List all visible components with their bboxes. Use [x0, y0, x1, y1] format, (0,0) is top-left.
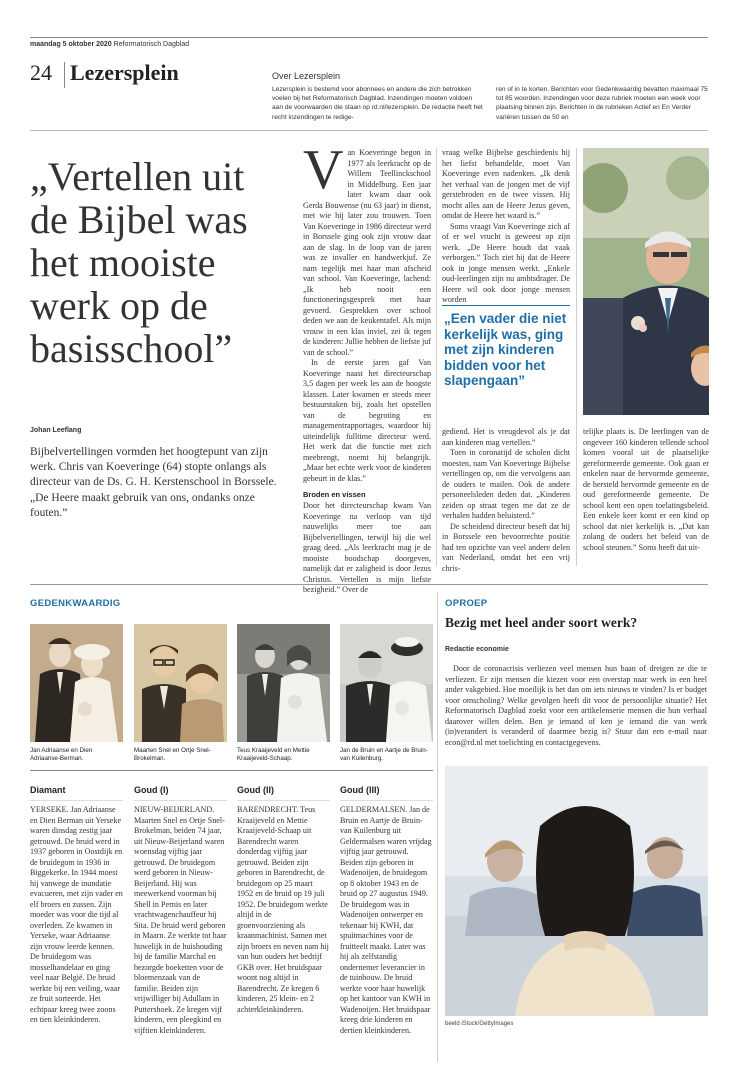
- oproep-byline: Redactie economie: [445, 646, 509, 653]
- oproep-divider: [437, 592, 438, 1062]
- award-rule-2: [134, 800, 227, 801]
- award-rule-3: [237, 800, 330, 801]
- couple-text-3: BARENDRECHT. Teus Kraaijeveld en Mettie Kraaijeveld-Schaap uit Barendrecht waren donderdag vijftig jaar getrouwd. Beiden zijn geboren in Barendrecht, de bruidegom op 25 maart 1952 en de bruid op 19 juli 1952. De bruidegom werkte altijd in de groenvoorziening als kraanmachinist. Samen met zijn broers en neven nam hij van hun ouders het bedrijf GKB over. Het bruidspaar woont nog altijd in Barendrecht. Ze kregen 6 kinderen, 25 klein- en 2 achterkleinkinderen.: [237, 805, 329, 1014]
- header-paper: Reformatorisch Dagblad: [113, 41, 190, 48]
- col3-para1: telijke plaats is. De leerlingen van de ongeveer 160 kinderen tellende school komen vooral uit de plaatselijke gereformeerde gemeente. Ook gaan er enkelen naar de hervormde gemeente, de hersteld hervormde gemeente en de oud gereformeerde gemeente. De school kent een open toelatingsbeleid. Een enkele keer komt er een kind op school dat niet kerkelijk is. „Dat kan zolang de ouders het beleid van de school steunen.” Soms heeft dat uit-: [583, 427, 709, 552]
- couple-photo-1: [30, 624, 123, 742]
- col-divider-2: [576, 148, 577, 566]
- article-column-1: [303, 139, 431, 596]
- article-author: Johan Leeflang: [30, 427, 82, 434]
- oproep-text: Door de coronacrisis verliezen veel mensen hun baan of dreigen ze die te verliezen. Er zijn mensen die kiezen voor een overstap naar werk in een heel ander vakgebied. Hoe moeilijk is het dan om iets nieuws te vinden? Is er budget voor omscholing? Welke gevolgen heeft dit voor de persoonlijke situatie? Het Reformatorisch Dagblad zoekt voor een artikelenserie mensen die hun verhaal daarover willen delen. Ben je iemand of ken je iemand die van werk (in)verandert is veranderd of daarmee bezig is? Stuur dan een e-mail naar econ@rd.nl met toelichting en contactgegevens.: [445, 664, 707, 747]
- col1-subhead: Broden en vissen: [303, 490, 366, 499]
- couple-photo-3: [237, 624, 330, 742]
- award-rule-1: [30, 800, 123, 801]
- gedenkwaardig-label: GEDENKWAARDIG: [30, 598, 121, 609]
- dateline: [30, 41, 189, 48]
- article-headline: „Vertellen uit de Bijbel was het mooiste werk op de basisschool”: [30, 154, 248, 371]
- article-column-2b: [442, 427, 570, 574]
- section-title: Lezersplein: [70, 60, 179, 85]
- award-1: Diamant: [30, 785, 66, 795]
- caption-rule: [30, 770, 433, 771]
- couple-text-1: YERSEKE. Jan Adriaanse en Dien Berman uit Yerseke waren dinsdag zestig jaar getrouwd. De bruid werd in 1937 geboren in Oostdijk en de bruidegom in 1936 in Biggekerke. In 1944 moest hij vanwege de inundatie evacueren, met zijn vader en elf broers en zussen. Zijn moeder was voor die tijd al overleden. Ze kwamen in Yerseke, waar Adriaanse zijn vrouw leerde kennen. De bruidegom was mosselhandelaar en ging veel naar België. De bruid werkte bij een veiling, waar ze fruit sorteerde. Het echtpaar kreeg twee zoons en tien kleinkinderen.: [30, 805, 123, 1024]
- section-divider: [30, 584, 708, 585]
- col2-para2: Soms vraagt Van Koeveringe zich af of er wel vrucht is geweest op zijn werk. „De Heere houdt dat vaak verborgen.” Toch ziet hij dat de Heere ook in jonge mensen werkt. „Enkele oud-leerlingen zijn nu ambtsdrager. De Heere wil ook door jonge mensen worden: [442, 221, 570, 304]
- couple-photo-4: [340, 624, 433, 742]
- col2-para5: De scheidend directeur beseft dat hij in Borssele een bevoorrechte positie had ten opzichte van veel andere delen van Nederland, omdat het een vrij chris-: [442, 521, 570, 573]
- award-rule-4: [340, 800, 433, 801]
- about-title: Over Lezersplein: [272, 71, 341, 81]
- award-2: Goud (I): [134, 785, 169, 795]
- award-3: Goud (II): [237, 785, 274, 795]
- header-date: maandag 5 oktober 2020: [30, 41, 112, 48]
- article-intro: Bijbelvertellingen vormden het hoogtepunt van zijn werk. Chris van Koeveringe (64) stopte onlangs als directeur van de Ds. G. H. Kerstenschool in Borssele. „De Heere maakt gebruik van ons, ondanks onze fouten.”: [30, 446, 277, 519]
- couple-caption-2: Maarten Snel en Ortje Snel-Brokelman.: [134, 747, 211, 762]
- drop-cap: V: [303, 139, 344, 201]
- col1-para2: In de eerste jaren gaf Van Koeveringe naast het directeurschap 3,5 dagen per week les aan de hoogste klassen. Later kwamen er steeds meer bestuurstaken bij, zoals het opstellen van de begroting en managementrapportages, waardoor hij uiteindelijk fulltime directeur werd. Het werk dat die functie met zich meebrengt, noemt hij belangrijk. „Maar het echte werk voor de kinderen gebeurt in de klas.”: [303, 358, 431, 483]
- top-rule: [30, 37, 708, 38]
- pull-quote: „Een vader die niet kerkelijk was, ging met zijn kinderen bidden voor het slapengaan”: [444, 311, 567, 388]
- couple-caption-4: Jan de Bruin en Aartje de Bruin-van Kuilenburg.: [340, 747, 428, 762]
- couple-caption-3: Teus Kraaijeveld en Mettie Kraaijeveld-Schaap.: [237, 747, 310, 762]
- oproep-label: OPROEP: [445, 598, 488, 609]
- award-4: Goud (III): [340, 785, 380, 795]
- header-bottom-rule: [30, 130, 708, 131]
- couple-text-2: NIEUW-BEIJERLAND. Maarten Snel en Ortje Snel-Brokelman, beiden 74 jaar, uit Nieuw-Beijerland waren woensdag vijftig jaar getrouwd. De bruidegom werd geboren in Nieuw-Beijerland. Hij was meewerkend voorman bij Shell in Pernis en later vrachtwagenchauffeur bij Sita. De bruid werd geboren in Maarn. Ze werkte tot haar huwelijk in de huishouding bij de familie Marchal en bezorgde boeketten voor de bloemenzaak van de familie. Beiden zijn vrijwilliger bij Adullam in Puttershoek. Ze kregen vijf kinderen, een pleegkind en vijftien kleinkinderen.: [134, 805, 227, 1035]
- col2-para4: Toen in coronatijd de scholen dicht moesten, nam Van Koeveringe Bijbelse vertellingen op, om die vervolgens aan de ouders te mailen. Ook de andere personeelsleden deden dat. „Kinderen zeiden op straat tegen me dat ze de verhalen hadden beluisterd.”: [442, 448, 570, 520]
- header-divider: [64, 62, 65, 88]
- article-column-2: [442, 148, 570, 306]
- pull-quote-top-rule: [442, 305, 570, 306]
- col2-para1: vraag welke Bijbelse geschiedenis hij het liefst behandelde, moet Van Koeveringe even nadenken. „Ik denk het verhaal van de jongen met de vijf gerstebroden en de twee vissen. Hij mocht alles aan de Heere Jezus geven, omdat de Heere het waard is.”: [442, 148, 570, 220]
- oproep-photo: [445, 766, 708, 1016]
- col-divider-1: [436, 148, 437, 566]
- page-number: 24: [30, 60, 52, 85]
- col2-para3: gediend. Het is vreugdevol als je dat aan kinderen mag vertellen.”: [442, 427, 570, 447]
- oproep-headline: Bezig met heel ander soort werk?: [445, 615, 638, 630]
- about-text-2: ren of in te korten. Berichten voor Gedenkwaardig bevatten maximaal 75 tot 85 woorden. Inzendingen voor deze rubriek moeten een week voor plaatsing binnen zijn. Berichten in de rubrieken Actief en En Verder variëren tussen de 50 en: [496, 86, 708, 121]
- couple-photo-2: [134, 624, 227, 742]
- col1-para1: an Koeveringe begon in 1977 als leerkracht op de Willem Teellinckschool in Middelburg. Een jaar later kwam daar ook Gerda Bouwense (nu 63 jaar) in dienst, met wie hij later zou trouwen. Toen Van Koeveringe in 1986 directeur werd in Borssele ging ook zijn vrouw daar aan de slag. In de loop van de jaren was ze invaller en handwerkjuf. Ze nam tegelijk met haar man afscheid van school. Van Koeveringe, lachend: „Ik heb nooit een functioneringsgesprek met haar gevoerd. Gesprekken over school deden we aan de keukentafel. Als mijn vrouw in een klas inviel, zei ik tegen de kinderen: Jullie hebben de liefste juf van de school.”: [303, 148, 431, 357]
- article-photo: [583, 148, 709, 415]
- photo-credit: beeld iStock/GettyImages: [445, 1021, 514, 1027]
- about-text-1: Lezersplein is bestemd voor abonnees en andere die zich betrokken voelen bij het Reformatorisch Dagblad. Inzendingen moeten voldoen aan de voorwaarden die staan op rd.nl/lezersplein. De redactie heeft het recht inzendingen te redige-: [272, 86, 483, 121]
- col1-para3: Door het directeurschap kwam Van Koeveringe na verloop van tijd nauwelijks meer toe aan Bijbelvertellingen, terwijl hij die wel graag deed. „Als leerkracht mag je de mooiste boodschap doorgeven, namelijk dat er zaligheid is door Jezus Christus. Vertellen is mijn liefste bezigheid.” Over de: [303, 501, 431, 594]
- couple-text-4: GELDERMALSEN. Jan de Bruin en Aartje de Bruin-van Kuilenburg uit Geldermalsen waren vrijdag vijftig jaar getrouwd. Beiden zijn geboren in Wadenoijen, de bruidegom op 8 oktober 1943 en de bruid op 27 augustus 1949. De bruidegom was in Wadenoijen ontwerper en tekenaar bij KWH, dat spuitmachines voor de fruitteelt maakt. Later was hij als zelfstandig ondernemer leverancier in de tuinbouw. De bruid werkte voor haar huwelijk op het kantoor van KWH in Wadenoijen. Het bruidspaar kreeg drie kinderen en dertien kleinkinderen.: [340, 805, 432, 1035]
- couple-caption-1: Jan Adriaanse en Dien Adriaanse-Berman.: [30, 747, 93, 762]
